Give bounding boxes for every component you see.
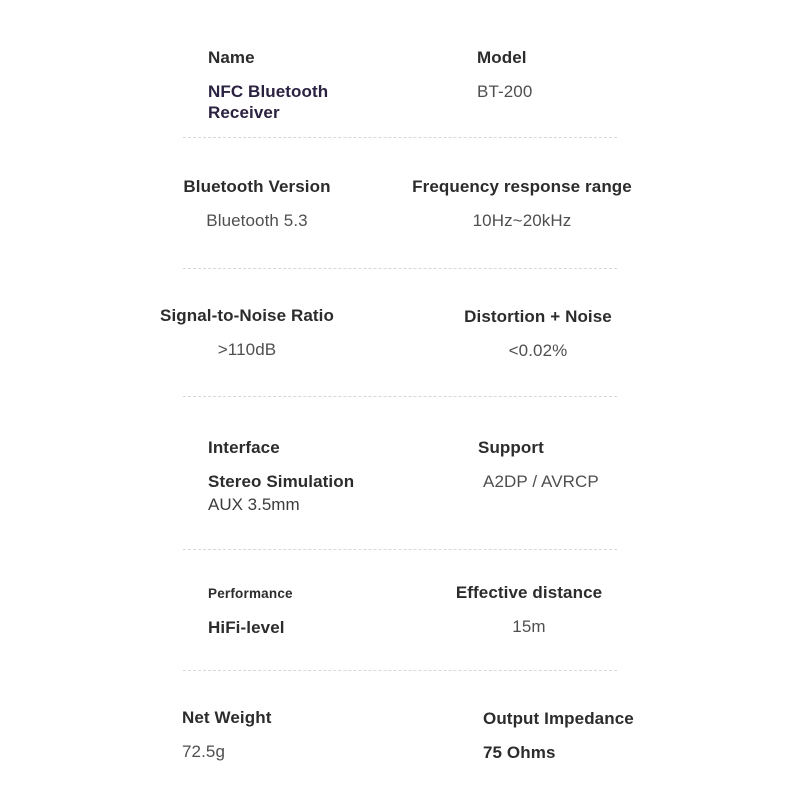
spec-value-model: BT-200: [477, 82, 533, 101]
spec-cell-performance: [208, 583, 293, 639]
spec-label-name: Name: [208, 48, 255, 67]
spec-label-interface: Interface: [208, 438, 280, 457]
spec-cell-net-weight: [182, 707, 271, 763]
spec-value-effective-distance: 15m: [512, 617, 546, 636]
spec-cell-bluetooth-version: [183, 176, 330, 232]
dashed-divider: [183, 268, 617, 269]
spec-value-frequency-range: 10Hz~20kHz: [472, 211, 572, 230]
dashed-divider: [183, 396, 617, 397]
spec-label-model: Model: [477, 48, 527, 67]
spec-cell-interface: [208, 437, 388, 516]
spec-value-snr: >110dB: [217, 340, 277, 359]
spec-label-distortion: Distortion + Noise: [464, 307, 612, 326]
dashed-divider: [183, 549, 617, 550]
spec-value-support: A2DP / AVRCP: [483, 472, 599, 491]
dashed-divider: [183, 670, 617, 671]
spec-label-frequency-range: Frequency response range: [412, 177, 632, 196]
spec-cell-snr: [160, 305, 334, 361]
spec-value-interface-sub: AUX 3.5mm: [208, 495, 300, 514]
spec-label-output-impedance: Output Impedance: [483, 709, 634, 728]
spec-value-net-weight: 72.5g: [182, 742, 226, 761]
spec-value-distortion: <0.02%: [508, 341, 568, 360]
spec-cell-name: [208, 47, 360, 123]
spec-label-net-weight: Net Weight: [182, 708, 272, 727]
spec-value-output-impedance: 75 Ohms: [483, 743, 556, 762]
spec-cell-model: [477, 47, 532, 103]
spec-cell-distortion: [464, 306, 612, 362]
spec-label-support: Support: [478, 438, 544, 457]
spec-label-effective-distance: Effective distance: [455, 583, 603, 602]
spec-label-bluetooth-version: Bluetooth Version: [183, 177, 331, 196]
spec-value-product-name: NFC Bluetooth Receiver: [208, 82, 329, 122]
spec-cell-output-impedance: [483, 708, 634, 764]
dashed-divider: [183, 137, 617, 138]
spec-cell-support: [478, 437, 599, 493]
spec-value-interface: Stereo Simulation: [208, 472, 355, 491]
spec-label-snr: Signal-to-Noise Ratio: [160, 306, 334, 325]
spec-value-performance: HiFi-level: [208, 618, 285, 637]
spec-cell-effective-distance: [456, 582, 602, 638]
spec-value-bluetooth-version: Bluetooth 5.3: [206, 211, 308, 230]
spec-label-performance: Performance: [208, 586, 293, 601]
spec-cell-frequency-range: [412, 176, 632, 232]
